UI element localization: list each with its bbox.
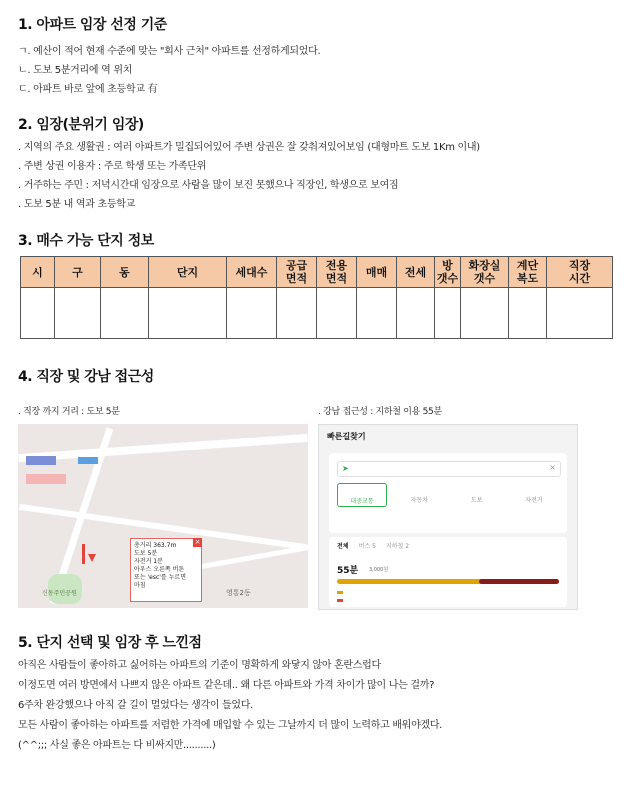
- tab-all[interactable]: 전체: [337, 543, 349, 550]
- col-header: 전용 면적: [317, 257, 357, 288]
- col-header: 구: [55, 257, 101, 288]
- col-header: 계단 복도: [509, 257, 547, 288]
- section-4-title: 4. 직장 및 강남 접근성: [18, 369, 154, 385]
- popup-line: 아우스 오른쪽 버튼: [134, 566, 185, 573]
- section-5-line-4: 모든 사람이 좋아하는 아파트를 저렴한 가격에 매입할 수 있는 그날까지 더 많이 노력하고 배워야겠다.: [18, 720, 443, 731]
- mode-car-button[interactable]: 자동차: [410, 497, 429, 504]
- col-header: 단지: [149, 257, 227, 288]
- route-result: [329, 537, 567, 607]
- section-2-line-3: . 거주하는 주민 : 저녁시간대 임장으로 사람을 많이 보진 못했으나 직장인, 학생으로 보여짐: [18, 180, 399, 191]
- table-row: [21, 288, 613, 339]
- section-5-line-3: 6주차 완강했으나 아직 갈 길이 멀었다는 생각이 들었다.: [18, 700, 254, 711]
- col-header: 전세: [397, 257, 435, 288]
- col-header: 시: [21, 257, 55, 288]
- col-header: 방 갯수: [435, 257, 461, 288]
- mode-walk-button[interactable]: 도보: [470, 497, 483, 504]
- section-2-line-1: . 지역의 주요 생활권 : 여러 아파트가 밀집되어있어 주변 상권은 잘 갖춰져있어보임 (대형마트 도보 1Km 이내): [18, 142, 480, 153]
- section-2-title: 2. 임장(분위기 임장): [18, 117, 144, 133]
- section-5-line-2: 이정도면 여러 방면에서 나쁘지 않은 아파트 같은데.. 왜 다른 아파트와 가격 차이가 많이 나는 걸까?: [18, 680, 435, 691]
- travel-time: 55분: [337, 566, 359, 576]
- col-header: 매매: [357, 257, 397, 288]
- popup-line: 자전거 1분: [134, 558, 163, 565]
- close-icon[interactable]: ×: [549, 463, 556, 472]
- popup-line: 총거리 363.7m: [134, 542, 177, 549]
- col-header: 공급 면적: [277, 257, 317, 288]
- section-1-line-1: ㄱ. 예산이 적어 현재 수준에 맞는 "회사 근처" 아파트를 선정하게되었다.: [18, 46, 321, 57]
- section-2-line-2: . 주변 상권 이용자 : 주로 학생 또는 가족단위: [18, 161, 207, 172]
- section-1-title: 1. 아파트 임장 선정 기준: [18, 17, 167, 33]
- close-icon[interactable]: ×: [194, 538, 201, 546]
- section-3-title: 3. 매수 가능 단지 정보: [18, 233, 154, 249]
- col-header: 세대수: [227, 257, 277, 288]
- section-1-line-3: ㄷ. 아파트 바로 앞에 초등학교 有: [18, 84, 158, 95]
- section-1-line-2: ㄴ. 도보 5분거리에 역 위치: [18, 65, 133, 76]
- tab-bus[interactable]: 버스 5: [358, 543, 376, 550]
- origin-arrow-icon: ➤: [342, 464, 349, 473]
- col-header: 동: [101, 257, 149, 288]
- section-5-line-5: (^^;;; 사실 좋은 아파트는 다 비싸지만..........): [18, 740, 216, 751]
- location-pin-icon: [88, 554, 96, 562]
- col-header: 화장실 갯수: [461, 257, 509, 288]
- route-card: [329, 453, 567, 533]
- popup-line: 마침: [134, 582, 146, 589]
- route-bar-subway: [479, 579, 559, 584]
- mode-bike-button[interactable]: 자전거: [525, 497, 543, 504]
- tab-subway[interactable]: 지하철 2: [385, 543, 410, 550]
- fare: 3,000원: [369, 567, 389, 573]
- apartment-table: [20, 256, 613, 339]
- section-5-title: 5. 단지 선택 및 임장 후 느낀점: [18, 635, 202, 651]
- popup-line: 또는 'esc'를 누르면: [134, 574, 187, 581]
- mode-transit-button[interactable]: 대중교통: [337, 483, 387, 507]
- map-caption: . 직장 까지 거리 : 도보 5분: [18, 407, 120, 417]
- col-header: 직장 시간: [547, 257, 613, 288]
- transit-caption: . 강남 접근성 : 지하철 이용 55분: [318, 407, 442, 417]
- park-label: 신동주민공원: [42, 590, 77, 597]
- walking-map[interactable]: [18, 424, 308, 608]
- place-label: 영통2동: [226, 589, 251, 597]
- app-title: 빠른길찾기: [327, 432, 366, 441]
- distance-popup: [130, 538, 202, 602]
- route-input[interactable]: [337, 461, 561, 477]
- popup-line: 도보 5분: [134, 550, 158, 557]
- section-2-line-4: . 도보 5분 내 역과 초등학교: [18, 199, 135, 210]
- section-5-line-1: 아직은 사람들이 좋아하고 싫어하는 아파트의 기준이 명확하게 와닿지 않아 혼란스럽다: [18, 660, 381, 671]
- transit-app-panel: [318, 424, 578, 610]
- table-header-row: [21, 257, 613, 288]
